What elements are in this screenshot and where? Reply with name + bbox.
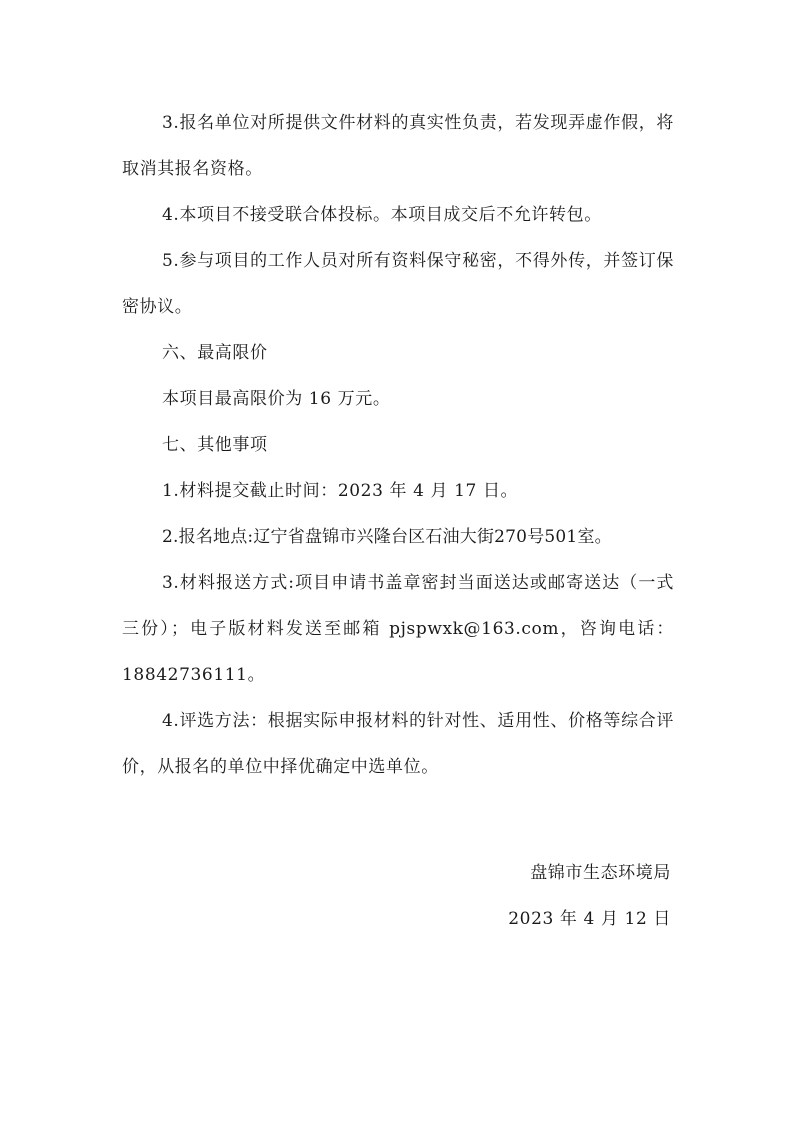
issue-date: 2023 年 4 月 12 日 (508, 909, 671, 929)
other-matter-item-2: 2.报名地点:辽宁省盘锦市兴隆台区石油大街270号501室。 (162, 527, 612, 547)
paragraph-item-4: 4.本项目不接受联合体投标。本项目成交后不允许转包。 (162, 205, 602, 225)
max-price-text: 本项目最高限价为 16 万元。 (162, 389, 391, 409)
section-heading-max-price: 六、最高限价 (162, 343, 268, 363)
signature-block (371, 850, 671, 942)
paragraph-item-3: 3.报名单位对所提供文件材料的真实性负责，若发现弄虚作假，将取消其报名资格。 (122, 113, 674, 179)
document-body (122, 100, 674, 790)
other-matter-item-1: 1.材料提交截止时间：2023 年 4 月 17 日。 (162, 481, 519, 501)
other-matter-item-4: 4.评选方法：根据实际申报材料的针对性、适用性、价格等综合评价，从报名的单位中择优确定中选单位。 (122, 711, 674, 777)
paragraph-item-5: 5.参与项目的工作人员对所有资料保守秘密，不得外传，并签订保密协议。 (122, 251, 674, 317)
section-heading-other-matters: 七、其他事项 (162, 435, 268, 455)
issuing-organization: 盘锦市生态环境局 (530, 863, 671, 883)
other-matter-item-3: 3.材料报送方式:项目申请书盖章密封当面送达或邮寄送达（一式三份）；电子版材料发送至邮箱 pjspwxk@163.com，咨询电话：18842736111。 (122, 573, 674, 685)
